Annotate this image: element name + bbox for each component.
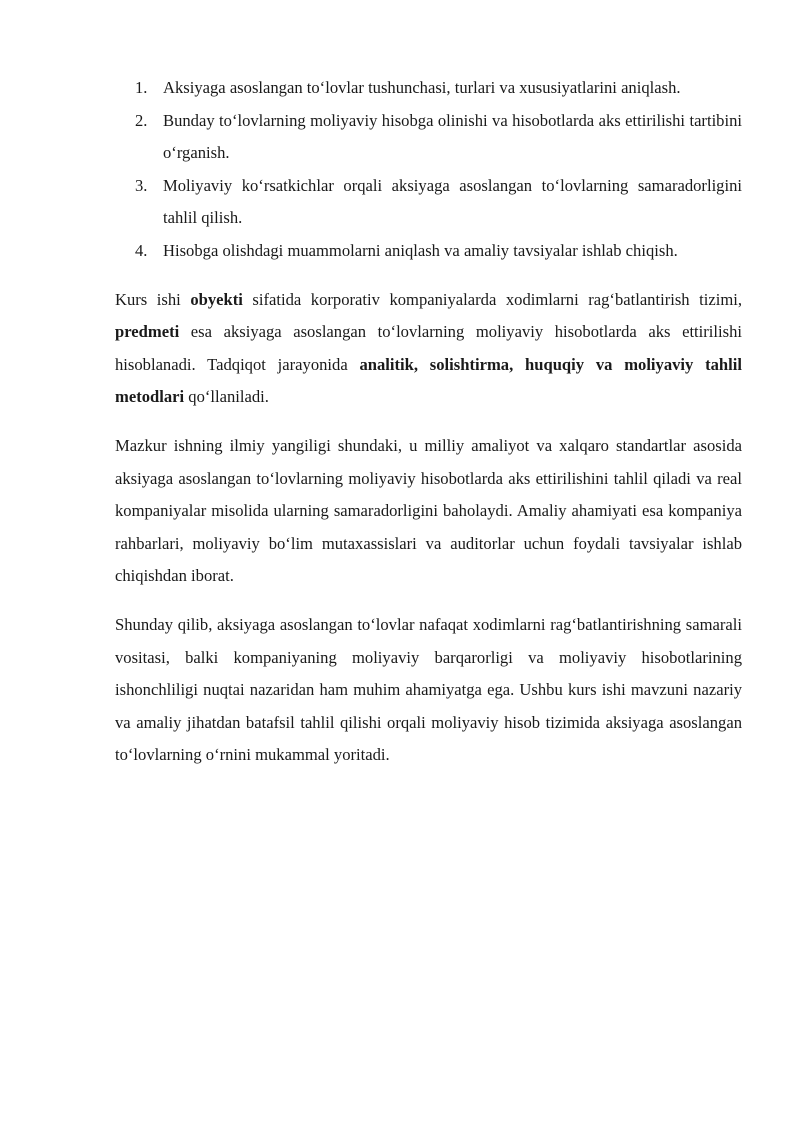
para-text: Kurs ishi [115, 289, 191, 309]
task-item-2 [115, 105, 742, 170]
novelty-paragraph: Mazkur ishning ilmiy yangiligi shundaki, u milliy amaliyot va xalqaro standartlar asosida aksiyaga asoslangan to‘lovlarning moliyaviy hisobotlarda aks ettirilishini tahlil qiladi va real kompaniyalar misolida ularning samaradorligini baholaydi. Amaliy ahamiyati esa kompaniya rahbarlari, moliyaviy bo‘lim mutaxassislari va auditorlar uchun foydali tavsiyalar ishlab chiqishdan iborat. [115, 435, 742, 586]
methods-term: analitik, solishtirma, huquqiy va moliyaviy tahlil metodlari [115, 354, 742, 407]
task-number: 4. [135, 240, 148, 260]
task-list [115, 72, 742, 268]
conclusion-paragraph: Shunday qilib, aksiyaga asoslangan to‘lovlar nafaqat xodimlarni rag‘batlantirishning samarali vositasi, balki kompaniyaning moliyaviy barqarorligi va moliyaviy hisobotlarining ishonchliligi nuqtai nazaridan ham muhim ahamiyatga ega. Ushbu kurs ishi mavzuni nazariy va amaliy jihatdan batafsil tahlil qilishi orqali moliyaviy hisob tizimida aksiyaga asoslangan to‘lovlarning o‘rnini mukammal yoritadi. [115, 614, 742, 765]
task-item-3 [115, 170, 742, 235]
para-text: sifatida korporativ kompaniyalarda xodimlarni rag‘batlantirish tizimi, [242, 289, 742, 309]
task-number: 3. [135, 175, 148, 195]
object-subject-paragraph [115, 284, 742, 414]
subject-term: predmeti [115, 322, 180, 342]
task-number: 2. [135, 110, 148, 130]
task-item-4 [115, 235, 742, 268]
task-number: 1. [135, 78, 148, 97]
task-text: Aksiyaga asoslangan to‘lovlar tushunchasi, turlari va xususiyatlarini aniqlash. [163, 78, 681, 97]
task-text: Bunday to‘lovlarning moliyaviy hisobga olinishi va hisobotlarda aks ettirilishi tartibini o‘rganish. [163, 110, 742, 163]
task-text: Moliyaviy ko‘rsatkichlar orqali aksiyaga asoslangan to‘lovlarning samaradorligini tahlil qilish. [163, 175, 742, 228]
document-page [115, 72, 742, 772]
task-item-1 [115, 72, 742, 105]
para-text: qo‘llaniladi. [184, 387, 269, 407]
object-term: obyekti [190, 289, 243, 309]
task-text: Hisobga olishdagi muammolarni aniqlash va amaliy tavsiyalar ishlab chiqish. [163, 240, 678, 260]
para-text: esa aksiyaga asoslangan to‘lovlarning moliyaviy hisobotlarda aks ettirilishi hisoblanadi. Tadqiqot jarayonida [115, 322, 742, 374]
